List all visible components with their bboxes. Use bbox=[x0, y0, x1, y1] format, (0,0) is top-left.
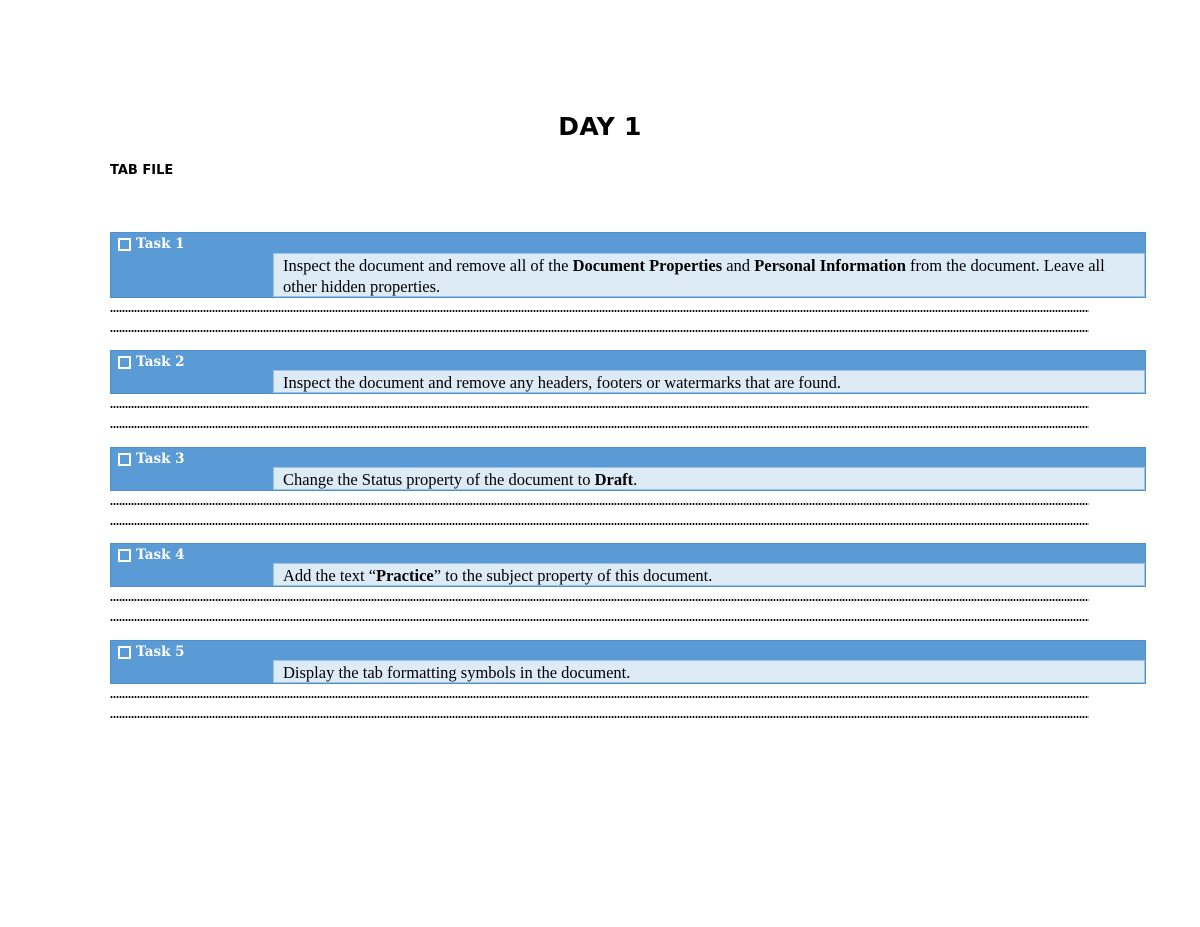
task-label-text: Task 4 bbox=[136, 547, 185, 563]
task-header bbox=[110, 350, 1146, 394]
checkbox-icon[interactable] bbox=[118, 238, 131, 251]
task-header bbox=[110, 543, 1146, 587]
desc-text: Inspect the document and remove all of the bbox=[283, 256, 573, 275]
task-label-text: Task 5 bbox=[136, 644, 185, 660]
task-description bbox=[273, 253, 1145, 297]
task-description bbox=[273, 370, 1145, 393]
checkbox-icon[interactable] bbox=[118, 549, 131, 562]
page-title: DAY 1 bbox=[558, 112, 642, 141]
page-subtitle: TAB FILE bbox=[110, 163, 174, 178]
task-block bbox=[110, 232, 1146, 332]
desc-bold-text: Practice bbox=[376, 566, 434, 585]
desc-text: Add the text “ bbox=[283, 566, 377, 585]
answer-line bbox=[110, 426, 1089, 428]
desc-text: Inspect the document and remove any headers, footers or watermarks that are found. bbox=[283, 373, 842, 392]
task-label bbox=[118, 547, 185, 563]
desc-text: and bbox=[722, 256, 755, 275]
task-label-text: Task 1 bbox=[136, 236, 185, 252]
checkbox-icon[interactable] bbox=[118, 646, 131, 659]
answer-line bbox=[110, 619, 1089, 621]
task-header bbox=[110, 232, 1146, 298]
desc-bold-text: Personal Information bbox=[754, 256, 906, 275]
task-description bbox=[273, 467, 1145, 490]
desc-text: Display the tab formatting symbols in the document. bbox=[283, 663, 631, 682]
task-label bbox=[118, 644, 185, 660]
desc-text: ” to the subject property of this document. bbox=[433, 566, 713, 585]
task-description bbox=[273, 660, 1145, 683]
task-header bbox=[110, 447, 1146, 491]
answer-line bbox=[110, 330, 1089, 332]
desc-text: . bbox=[633, 470, 638, 489]
answer-line bbox=[110, 406, 1089, 408]
task-label-text: Task 2 bbox=[136, 354, 185, 370]
task-label bbox=[118, 236, 185, 252]
desc-text: from the document. Leave all other hidden properties. bbox=[283, 256, 1105, 296]
task-label bbox=[118, 451, 185, 467]
answer-line bbox=[110, 716, 1089, 718]
task-label-text: Task 3 bbox=[136, 451, 185, 467]
task-block bbox=[110, 543, 1146, 621]
task-block bbox=[110, 350, 1146, 428]
answer-line bbox=[110, 310, 1089, 312]
checkbox-icon[interactable] bbox=[118, 453, 131, 466]
checkbox-icon[interactable] bbox=[118, 356, 131, 369]
task-label bbox=[118, 354, 185, 370]
answer-line bbox=[110, 523, 1089, 525]
task-description bbox=[273, 563, 1145, 586]
answer-line bbox=[110, 599, 1089, 601]
task-block bbox=[110, 640, 1146, 718]
task-block bbox=[110, 447, 1146, 525]
desc-text: Change the Status property of the document to bbox=[283, 470, 595, 489]
desc-bold-text: Document Properties bbox=[572, 256, 723, 275]
desc-bold-text: Draft bbox=[594, 470, 634, 489]
task-header bbox=[110, 640, 1146, 684]
answer-line bbox=[110, 503, 1089, 505]
answer-line bbox=[110, 696, 1089, 698]
